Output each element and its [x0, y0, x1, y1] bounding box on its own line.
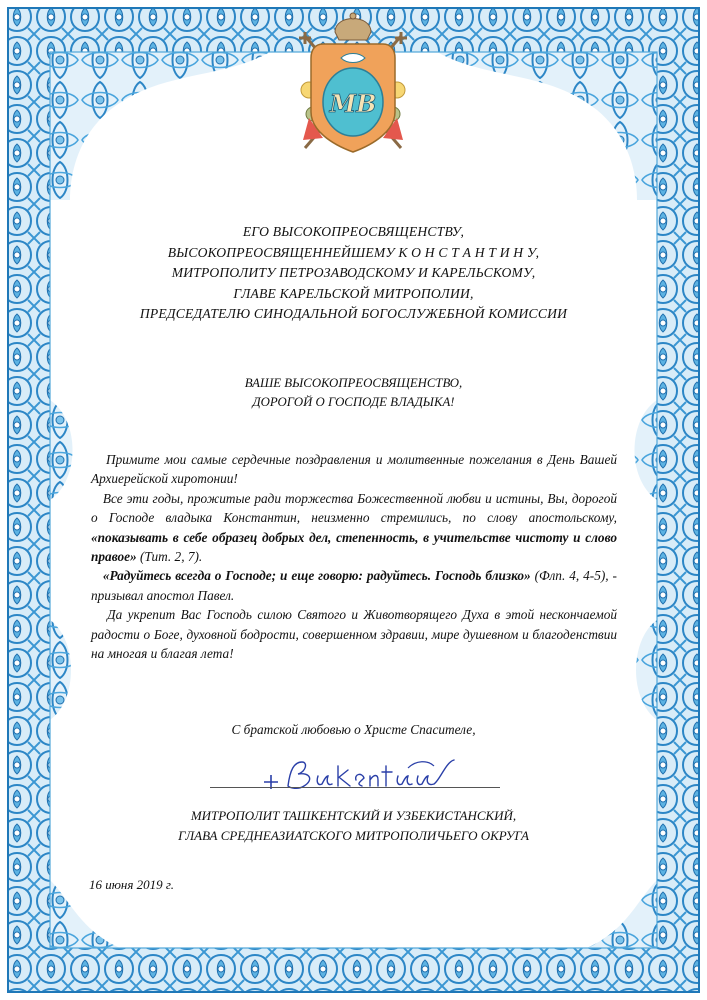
scripture-quote: «показывать в себе образец добрых дел, степенность, в учительстве чистоту и слово правое»: [91, 529, 617, 565]
addressee-line: ВЫСОКОПРЕОСВЯЩЕННЕЙШЕМУ К О Н С Т А Н Т И Н У,: [167, 244, 540, 260]
paragraph: [91, 489, 617, 567]
addressee-line: ЕГО ВЫСОКОПРЕОСВЯЩЕНСТВУ,: [242, 224, 465, 239]
paragraph-text: Да укрепит Вас Господь силою Святого и Животворящего Духа в этой нескончаемой радости о Боге, духовной бодрости, совершенном здравии, мире душевном и благоденствии на многая и благая лета!: [91, 607, 617, 662]
sender-line: МИТРОПОЛИТ ТАШКЕНТСКИЙ И УЗБЕКИСТАНСКИЙ,: [190, 808, 517, 823]
letter-body: [91, 450, 617, 663]
paragraph-text: Примите мои самые сердечные поздравления и молитвенные пожелания в День Вашей Архиерейской хиротонии!: [91, 452, 617, 487]
sender-block: [60, 806, 647, 846]
paragraph-text: Все эти годы, прожитые ради торжества Божественной любви и истины, Вы, дорогой о Господе владыка Константин, неизменно стремились, по слову апостольскому,: [91, 490, 617, 526]
addressee-line: ГЛАВЕ КАРЕЛЬСКОЙ МИТРОПОЛИИ,: [233, 285, 474, 301]
paragraph: [91, 605, 617, 663]
sender-line: ГЛАВА СРЕДНЕАЗИАТСКОГО МИТРОПОЛИЧЬЕГО ОКРУГА: [178, 828, 529, 843]
paragraph: [91, 450, 617, 489]
addressee-block: [60, 222, 647, 325]
emblem-monogram: MB: [329, 89, 377, 118]
hierarchal-emblem: [283, 8, 423, 168]
addressee-line: ПРЕДСЕДАТЕЛЮ СИНОДАЛЬНОЙ БОГОСЛУЖЕБНОЙ КОМИССИИ: [139, 306, 568, 321]
scripture-quote: «Радуйтесь всегда о Господе; и еще говорю: радуйтесь. Господь близко»: [102, 568, 531, 584]
salutation-line: ДОРОГОЙ О ГОСПОДЕ ВЛАДЫКА!: [252, 395, 455, 409]
paragraph: [91, 566, 617, 605]
scripture-reference: (Тит. 2, 7).: [136, 549, 203, 565]
signature-line: [210, 787, 500, 788]
addressee-line: МИТРОПОЛИТУ ПЕТРОЗАВОДСКОМУ И КАРЕЛЬСКОМУ,: [171, 265, 536, 280]
salutation: [60, 374, 647, 412]
handwritten-signature: [258, 752, 458, 798]
salutation-line: ВАШЕ ВЫСОКОПРЕОСВЯЩЕНСТВО,: [244, 376, 463, 390]
scripture-reference: (Флп. 4, 4-5), - призывал апостол Павел.: [91, 568, 617, 603]
closing-phrase: С братской любовью о Христе Спасителе,: [231, 722, 476, 737]
mitre-icon: [335, 19, 371, 41]
letter-date: 16 июня 2019 г.: [89, 877, 175, 892]
